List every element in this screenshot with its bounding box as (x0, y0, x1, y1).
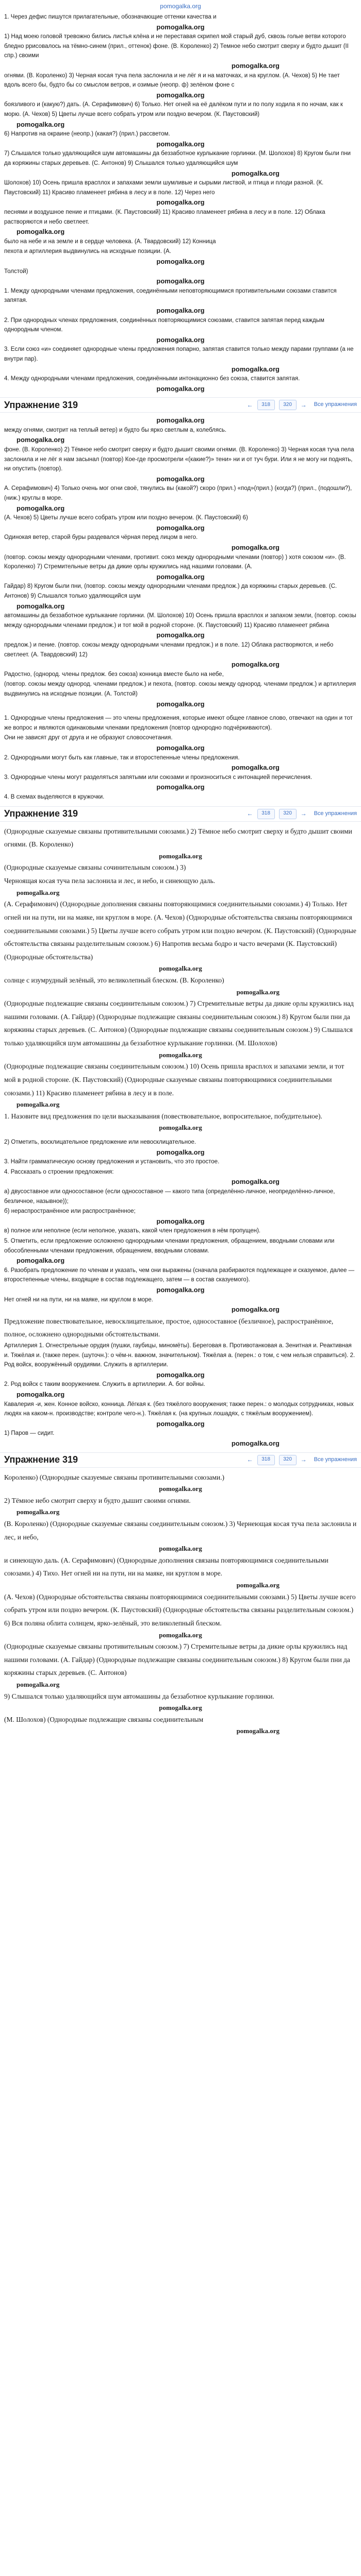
watermark: pomogalka.org (159, 1050, 202, 1059)
parsed-sentence: Предложение повествовательное, невосклицательное, простое, односоставное (безличное), распространённое, полное, осложнено однородными обстоятельствами. (4, 1317, 334, 1338)
watermark: pomogalka.org (17, 1100, 60, 1109)
rule-item: 3. Однородные члены могут разделяться запятыми или союзами и произноситься с интонацией перечисления. (4, 774, 313, 781)
prev-exercise-button[interactable]: 318 (257, 809, 275, 819)
all-exercises-link[interactable]: Все упражнения (314, 401, 357, 408)
watermark: pomogalka.org (156, 277, 205, 285)
rule-item: 6. Разобрать предложение по членам и указать, чем они выражены (сначала разбираются подлежащее и сказуемое, далее — второстепенные члены, входящие в состав подлежащего, затем — в состав сказуемого). (4, 1267, 355, 1283)
handwritten-answer (4, 1471, 357, 1736)
watermark: pomogalka.org (17, 888, 60, 896)
paragraph: (А. Чехов) (Однородные обстоятельства связаны повторяющимися соединительными союзами.) 5) Цветы лучше всего собрать утром или поздно вечером. (К. Паустовский) (Однородные обстоятельства связаны разделительным союзом.) 6) Вся поляна облита солнцем, ярко-зелёный, это великолепный блеском. (4, 1592, 356, 1627)
paragraph: пехота и артиллерия выдвинулись на исходные позиции. (А. (4, 248, 171, 255)
watermark: pomogalka.org (231, 62, 280, 70)
paragraph: 1) Над моею головой тревожно бились листья клёна и не переставая скрипел мой старый дуб, сквозь голые ветви которого бледно ррисовалось на тёмно-синем (прил., оттенок) фоне. (В. Короленко) 2) Темное небо смотрит сверху и будто дышит (II спр.) своими (4, 33, 349, 59)
watermark: pomogalka.org (231, 169, 280, 177)
paragraph: 9) Слышался только удаляющийся шум автомашины да беззаботное курлыкание горлинки. (4, 1692, 274, 1700)
watermark: pomogalka.org (17, 1391, 65, 1399)
section-answer-text-2 (0, 416, 361, 802)
prev-arrow-icon[interactable]: ← (247, 1455, 253, 1463)
paragraph: (Однородные подлежащие связаны соединительным союзом.) 7) Стремительные ветры да дикие орлы кружились над нашими головами. (А. Гайдар) (Однородные подлежащие связаны соединительным союзом.) 8) Кругом были пни да коряжины старых деревьев. (С. Антонов) (Однородные подлежащие связаны соединительным союзом.) 9) Слышался только удаляющийся шум автомашины да беззаботное курлыкание горлинки. (М. Шолохов) (4, 999, 354, 1047)
paragraph: 2) Тёмное небо смотрит сверху и будто дышит своими огнями. (4, 1496, 191, 1504)
watermark: pomogalka.org (156, 783, 205, 791)
paragraph: 1. Через дефис пишутся прилагательные, обозначающие оттенки качества и (4, 14, 217, 20)
watermark: pomogalka.org (231, 1306, 280, 1314)
next-arrow-icon[interactable]: → (300, 1455, 307, 1463)
paragraph: песнями и воздушное пение и птицами. (К. Паустовский) 11) Красиво пламенеет рябина в лесу и в поле. 12) Облака растворяются и небо светлеет. (4, 209, 325, 225)
prev-exercise-button[interactable]: 318 (257, 400, 275, 410)
watermark: pomogalka.org (156, 631, 205, 639)
site-header (0, 0, 361, 12)
rule-item: 2) Отметить, восклицательное предложение или невосклицательное. (4, 1139, 196, 1145)
watermark: pomogalka.org (231, 660, 280, 669)
watermark: pomogalka.org (159, 1124, 202, 1132)
rule-item: 1. Однородные члены предложения — это члены предложения, которые имеют общее главное слово, отвечают на один и тот же вопрос и являются одинаковыми членами предложения (повтор однородно подчёркиваются). (4, 715, 353, 731)
paragraph: 1. Назовите вид предложения по цели высказывания (повествовательное, вопросительное, побудительное). (4, 1112, 322, 1120)
rule-item: 3. Если союз «и» соединяет однородные члены предложения попарно, запятая ставится только между парами группами (а не внутри пар). (4, 346, 354, 362)
next-arrow-icon[interactable]: → (300, 401, 307, 409)
watermark: pomogalka.org (156, 335, 205, 344)
paragraph: (М. Шолохов) (Однородные подлежащие связаны соединительным (4, 1715, 204, 1723)
dictionary-entry: 2. Род войск с таким вооружением. Служить в артиллерии. А. бог войны. (4, 1381, 205, 1388)
watermark: pomogalka.org (231, 764, 280, 772)
watermark: pomogalka.org (17, 436, 65, 444)
watermark: pomogalka.org (17, 504, 65, 512)
section-answer-handwritten (0, 825, 361, 1448)
all-exercises-link[interactable]: Все упражнения (314, 810, 357, 817)
paragraph: (Однородные сказуемые связаны противительными союзами.) 2) Тёмное небо смотрит сверху и будто дышит своими огнями. (В. Короленко) (4, 827, 352, 849)
rule-item: б) нераспространённое или распространённое; (4, 1208, 136, 1215)
watermark: pomogalka.org (156, 474, 205, 483)
next-exercise-button[interactable]: 320 (279, 400, 297, 410)
watermark: pomogalka.org (231, 1439, 280, 1447)
paragraph: огнями. (В. Короленко) 3) Черная косая туча пела заслонила и не лёг я и на маточках, и на круглом. (А. Чехов) 5) Не тает вдоль всего бы, будто бы со смыслом ветров, и озимые (неопр. ф) зелёном фоне с (4, 72, 340, 89)
section-answer-handwritten-2 (0, 1471, 361, 1736)
rule-item: 4. Между однородными членами предложения, соединёнными интонационно без союза, ставится запятая. (4, 376, 300, 382)
watermark: pomogalka.org (156, 700, 205, 708)
watermark: pomogalka.org (236, 988, 280, 996)
watermark: pomogalka.org (17, 1257, 65, 1265)
watermark: pomogalka.org (156, 1419, 205, 1428)
paragraph: (Однородные подлежащие связаны соединительным союзом.) 10) Осень пришла врасплох и запахами земли, и тот мой в родной стороне. (К. Паустовский) (Однородные сказуемые связаны повторяющимися соединительными союзами.) 11) Красиво пламенеет рябина в лесу и в поле. (4, 1062, 344, 1097)
watermark: pomogalka.org (17, 602, 65, 610)
watermark: pomogalka.org (159, 852, 202, 860)
exercise-title: Упражнение 319 (4, 399, 78, 410)
watermark: pomogalka.org (156, 91, 205, 99)
rule-item: Они не зависят друг от друга и не образуют словосочетания. (4, 735, 173, 741)
paragraph: предлож.) и пение. (повтор. союзы между однородными членами предлож.) и в поле. 12) Облака растворяются, и небо светлеет. (А. Твардовский) 12) (4, 641, 334, 658)
watermark: pomogalka.org (156, 1370, 205, 1379)
watermark: pomogalka.org (156, 198, 205, 207)
watermark: pomogalka.org (17, 1508, 60, 1516)
paragraph: Черноящая косая туча пела заслонила и лес, и небо, и синеющую даль. (4, 877, 215, 885)
watermark: pomogalka.org (156, 572, 205, 581)
prev-arrow-icon[interactable]: ← (247, 401, 253, 409)
watermark: pomogalka.org (17, 228, 65, 236)
paragraph: солнце с изумрудный зелёный, это великолепный блеском. (В. Короленко) (4, 976, 224, 984)
watermark: pomogalka.org (231, 1178, 280, 1186)
rule-item: 4. В схемах выделяются в кружочки. (4, 793, 105, 800)
paragraph: А. Серафимович) 4) Только очень мог огни своё, тянулись вы (какой?) скоро (прил.) «под»(прил.) (когда?) (прил., (подошли?), (ниж.) круглы в море. (4, 485, 352, 502)
paragraph: Артиллерия 1. Огнестрельные орудия (пушки, гаубицы, миномёты). Береговая в. Противотанковая а. Зенитная и. Реактивная и. Тяжёлая и. (также перен. (шуточн.): о чём-н. важном, значительном). Тяжёлая а. (перен.: о том, с чем нельзя справиться). 2. Род войск, вооружённый орудиями. Служить в артиллерии. (4, 1342, 355, 1368)
watermark: pomogalka.org (156, 384, 205, 393)
section-answer-text (0, 12, 361, 393)
paragraph: (А. Чехов) 5) Цветы лучше всего собрать утром или поздно вечером. (К. Паустовский) 6) (4, 515, 248, 521)
rule-item: в) полное или неполное (если неполное, указать, какой член предложения в нём пропущен). (4, 1228, 261, 1234)
paragraph: было на небе и на земле и в сердце человека. (А. Твардовский) 12) Конница (4, 238, 216, 245)
watermark: pomogalka.org (236, 1581, 280, 1589)
watermark: pomogalka.org (159, 964, 202, 973)
watermark: pomogalka.org (231, 365, 280, 373)
exercise-nav-bar (0, 397, 361, 413)
watermark: pomogalka.org (159, 1704, 202, 1712)
rule-item: 3. Найти грамматическую основу предложения и установить, что это простое. (4, 1159, 220, 1165)
watermark: pomogalka.org (156, 1148, 205, 1156)
paragraph: (Однородные сказуемые связаны сочинительным союзом.) 3) (4, 863, 186, 872)
watermark: pomogalka.org (159, 1545, 202, 1553)
paragraph: фоне. (В. Короленко) 2) Тёмное небо смотрит сверху и будто дышит своими огнями. (В. Короленко) 3) Черная косая туча пела заслонила и не лёг я нам засынал (повтор) Кое-где просмотрели «(какие?)» тени» ни и от туч бури. Или я не могу ни поднять, ни опустить (повтор). (4, 447, 354, 472)
paragraph: автомашины да беззаботное курлыкание горлинки. (М. Шолохов) 10) Осень пришла врасплох и запахом земли, (повтор. союзы между однородными членами предлож.) и тот мой в родной стороне. (К. Паустовский) 11) Красиво пламенеет рябина (4, 613, 356, 629)
paragraph: (Однородные сказуемые связаны противительным союзом.) 7) Стремительные ветры да дикие орлы кружились над нашими головами. (А. Гайдар) (Однородные подлежащие связаны соединительным союзом.) 8) Кругом были пни да коряжины старых деревьев. (С. Антонов) (4, 1642, 350, 1677)
watermark: pomogalka.org (156, 1217, 205, 1225)
all-exercises-link[interactable]: Все упражнения (314, 1456, 357, 1463)
watermark: pomogalka.org (231, 544, 280, 552)
next-arrow-icon[interactable]: → (300, 809, 307, 817)
exercise-pagination (247, 1455, 307, 1465)
paragraph: Короленко) (Однородные сказуемые связаны противительными союзами.) (4, 1473, 225, 1481)
paragraph: Одинокая ветер, старой буры раздевался чёрная перед лицом в него. (4, 534, 198, 541)
handwritten-parse (4, 1315, 357, 1341)
rule-item: 4. Рассказать о строении предложения: (4, 1168, 114, 1175)
rule-item: 5. Отметить, если предложение осложнено однородными членами предложения, обращением, вводными словами или обособленными членами предложения, обращением, вводными словами. (4, 1238, 335, 1254)
watermark: pomogalka.org (159, 1485, 202, 1493)
watermark: pomogalka.org (156, 744, 205, 752)
exercise-pagination (247, 400, 307, 410)
rule-item: 1. Между однородными членами предложения, соединёнными неповторяющимися противительными союзами ставится запятая. (4, 287, 337, 304)
dictionary-entry: 1) Паров — сидит. (4, 1430, 55, 1437)
paragraph: между огнями, смотрит на теплый ветер) и будто бы ярко светлым а, колеблясь. (4, 427, 227, 433)
paragraph: 7) Слышался только удаляющийся шум автомашины да беззаботное курлыкание горлинки. (М. Шолохов) 8) Кругом были пни да коряжины старых деревьев. (С. Антонов) 9) Слышался только удаляющийся шум (4, 150, 351, 166)
paragraph: Толстой) (4, 268, 28, 275)
watermark: pomogalka.org (156, 306, 205, 314)
next-exercise-button[interactable]: 320 (279, 809, 297, 819)
paragraph: и синеющую даль. (А. Серафимович) (Однородные дополнения связаны повторяющимися соединительными союзами.) 4) Тихо. Нет огней ни на пути, ни на маяке, ни круглом в море. (4, 1556, 329, 1578)
paragraph: боязливого и (какую?) дать. (А. Серафимович) 6) Только. Нет огней на её далёком пути и по полу ходила я по ночам, как к морю. (А. Чехов) 5) Цветы лучше всего собрать утром или поздно вечером. (К. Паустовский) (4, 101, 343, 118)
watermark: pomogalka.org (159, 1631, 202, 1639)
exercise-nav-bar (0, 806, 361, 822)
rule-item: Нет огней ни на пути, ни на маяке, ни круглом в море. (4, 1296, 153, 1303)
next-exercise-button[interactable]: 320 (279, 1455, 297, 1465)
paragraph: Радостно, (однород. члены предлож. без союза) конница вместе было на небе, (4, 671, 224, 677)
exercise-title: Упражнение 319 (4, 808, 78, 819)
rule-item: 2. При однородных членах предложения, соединённых повторяющимися союзами, ставится запятая перед каждым однородным членом. (4, 317, 324, 333)
prev-arrow-icon[interactable]: ← (247, 809, 253, 817)
handwritten-answer (4, 825, 357, 1132)
rule-item: 2. Однородными могут быть как главные, так и второстепенные члены предложения. (4, 754, 240, 761)
watermark: pomogalka.org (156, 523, 205, 532)
dictionary-entry: Кавалерия -и, жен. Конное войско, конница. Лёгкая к. (без тяжёлого вооружения; также перен.: о молодых сотрудниках, новых людях на каком-н. производстве; контроле чего-н.). Тяжёлая к. (на крупных лошадях, с тяжёлым вооружением). (4, 1401, 354, 1417)
watermark: pomogalka.org (156, 23, 205, 31)
watermark: pomogalka.org (156, 1285, 205, 1294)
prev-exercise-button[interactable]: 318 (257, 1455, 275, 1465)
watermark: pomogalka.org (156, 416, 205, 425)
exercise-pagination (247, 809, 307, 819)
exercise-nav-bar (0, 1452, 361, 1468)
watermark: pomogalka.org (156, 258, 205, 265)
paragraph: (повтор. союзы между однородными членами, противит. союз между однородными членами (повтор) ) хотя союзом «и». (В. Короленко) 7) Стремительные ветры да дикие орлы кружились над нашими головами. (А. (4, 554, 346, 570)
watermark: pomogalka.org (236, 1727, 280, 1735)
watermark: pomogalka.org (156, 140, 205, 148)
paragraph: (повтор. союзы между однород. членами предлож.) и пехота, (повтор. союзы между однород. членами предлож.) и артиллерия выдвинулись на исходные позиции. (А. Толстой) (4, 681, 356, 697)
paragraph: (В. Короленко) (Однородные сказуемые связаны соединительным союзом.) 3) Чернеющая косая туча пела заслонила и лес, и небо, (4, 1519, 357, 1541)
rule-item: а) двусоставное или односоставное (если односоставное — какого типа (определённо-личное, неопределённо-личное, безличное, назывное)); (4, 1188, 335, 1205)
site-link[interactable]: pomogalka.org (160, 3, 201, 10)
watermark: pomogalka.org (17, 1680, 60, 1688)
paragraph: 6) Напротив на окраине (неопр.) (какая?) (прил.) рассветом. (4, 131, 170, 138)
paragraph: Шолохов) 10) Осень пришла врасплох и запахами земли шумливые и сырыми листвой, и птица и плоди разной. (К. Паустовский) 11) Красиво пламенеет рябина в лесу и в поле. 12) Через него (4, 180, 324, 196)
exercise-title: Упражнение 319 (4, 1454, 78, 1465)
paragraph: (А. Серафимович) (Однородные дополнения связаны повторяющимися соединительными союзами.) 4) Только. Нет огней ни на пути, ни на маяке, ни круглом в море. (А. Чехов) (Однородные обстоятельства связаны повторяющимися соединительными союзами.) 5) Цветы лучше всего собрать утром или поздно вечером. (К. Паустовский) (Однородные обстоятельства связаны разделительным союзом.) 6) Напротив весьма бодро и часто вечерами (К. Паустовский) (Однородные обстоятельства) (4, 900, 356, 961)
watermark: pomogalka.org (17, 120, 65, 128)
paragraph: Гайдар) 8) Кругом были пни, (повтор. союзы между однородными членами предлож.) да коряжины старых деревьев. (С. Антонов) 9) Слышался только удаляющийся шум (4, 583, 337, 599)
